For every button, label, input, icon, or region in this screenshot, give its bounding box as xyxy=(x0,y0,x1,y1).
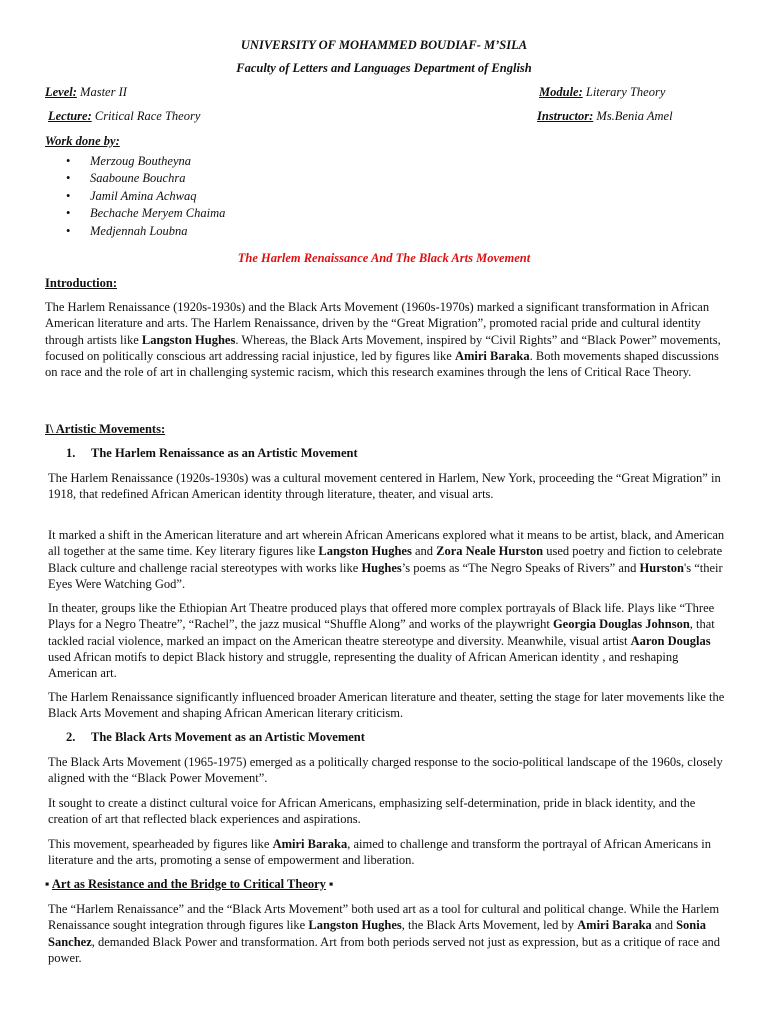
bold-name: Sonia Sanchez xyxy=(48,918,706,949)
list-number: 1. xyxy=(66,446,76,460)
bold-name: Langston Hughes xyxy=(318,544,412,559)
university-name: UNIVERSITY OF MOHAMMED BOUDIAF- M’SILA xyxy=(240,38,528,52)
text-run: , the Black Arts Movement, led by xyxy=(401,918,578,933)
text-run: used poetry and fiction to celebrate Black culture and challenge racial stereotypes with works like xyxy=(48,544,723,575)
square-bullet-icon: ▪ xyxy=(329,877,334,891)
black-arts-paragraph-3 xyxy=(48,836,729,869)
module-line xyxy=(539,85,665,100)
module-label: Module: xyxy=(539,85,583,99)
list-item: • Saaboune Bouchra xyxy=(66,171,225,188)
lecture-value: Critical Race Theory xyxy=(91,109,201,123)
bold-name: Langston Hughes xyxy=(308,918,402,933)
text-run: used African motifs to depict Black history and struggle, representing the duality of African American identity , and reshaping American art. xyxy=(48,649,679,681)
list-item: • Medjennah Loubna xyxy=(66,224,225,241)
bold-name: Aaron Douglas xyxy=(630,633,711,648)
bold-name: Georgia Douglas Johnson xyxy=(552,617,690,632)
resistance-paragraph xyxy=(48,901,729,966)
text-run: , that tackled racial violence, marked an impact on the American theatre stereotype and diversity. Meanwhile, visual artist xyxy=(48,617,715,648)
bold-name: Zora Neale Hurston xyxy=(436,544,544,559)
intro-paragraph xyxy=(45,299,729,380)
lecture-line xyxy=(48,109,200,124)
work-done-by xyxy=(45,134,120,149)
text-run: , aimed to challenge and transform the portrayal of African Americans in literature and the arts, promoting a sense of empowerment and liberation. xyxy=(48,837,712,868)
instructor-label: Instructor: xyxy=(537,109,594,123)
bold-name: Langston Hughes xyxy=(141,332,236,347)
text-run: In theater, groups like the Ethiopian Art Theatre produced plays that offered more complex portrayals of Black life. Plays like “Three Plays for a Negro Theatre”, “Rachel”, the jazz musical “Shuffle Along” and works of the playwright xyxy=(48,601,715,632)
text-run: ’s poems as “The Negro Speaks of Rivers” and xyxy=(401,560,640,575)
section-heading-artistic-movements: I\ Artistic Movements: xyxy=(45,422,166,436)
intro-heading: Introduction: xyxy=(45,276,118,290)
text-run: , demanded Black Power and transformation. Art from both periods served not just as expression, but as a critique of race and power. xyxy=(48,934,721,965)
text-run: The “Harlem Renaissance” and the “Black Arts Movement” both used art as a tool for cultural and political change. While the Harlem Renaissance sought integration through figures like xyxy=(48,902,720,933)
text-run: 's “their Eyes Were Watching God”. xyxy=(48,560,723,591)
work-done-label: Work done by: xyxy=(45,134,120,148)
subheading-text: The Harlem Renaissance as an Artistic Movement xyxy=(91,446,358,460)
instructor-line xyxy=(537,109,673,124)
harlem-paragraph-2 xyxy=(48,527,729,592)
harlem-paragraph-4: The Harlem Renaissance significantly influenced broader American literature and theater, setting the stage for later movements like the Black Arts Movement and shaping African American literary criticism. xyxy=(48,690,725,721)
faculty-name: Faculty of Letters and Languages Department of English xyxy=(236,61,532,75)
level-label: Level: xyxy=(45,85,77,99)
bold-name: Amiri Baraka xyxy=(454,348,530,363)
module-value: Literary Theory xyxy=(582,85,666,99)
text-run: . Both movements shaped discussions on race and the role of art in challenging systemic racism, which this research examines through the lens of Critical Race Theory. xyxy=(45,348,719,380)
text-run: and xyxy=(651,918,677,933)
author-list xyxy=(66,154,225,241)
bold-name: Amiri Baraka xyxy=(272,837,348,851)
subsection-heading-resistance xyxy=(45,877,333,892)
text-run: This movement, spearheaded by figures like xyxy=(48,837,273,851)
harlem-paragraph-3 xyxy=(48,600,729,681)
subheading-harlem xyxy=(66,446,358,461)
subheading-text: The Black Arts Movement as an Artistic Movement xyxy=(91,730,365,744)
lecture-label: Lecture: xyxy=(48,109,92,123)
subsection-heading-text: Art as Resistance and the Bridge to Critical Theory xyxy=(51,877,326,891)
text-run: The Harlem Renaissance (1920s-1930s) and the Black Arts Movement (1960s-1970s) marked a significant transformation in African American literature and arts. The Harlem Renaissance, driven by the “Great Migration”, promoted racial pride and cultural identity through artists like xyxy=(45,300,710,347)
list-item: • Jamil Amina Achwaq xyxy=(66,189,225,206)
bold-name: Hughes xyxy=(361,560,402,575)
list-item: • Merzoug Boutheyna xyxy=(66,154,225,171)
text-run: It marked a shift in the American literature and art wherein African Americans explored what it means to be artist, black, and American all together at the same time. Key literary figures like xyxy=(48,528,725,559)
level-value: Master II xyxy=(76,85,127,99)
black-arts-paragraph-1: The Black Arts Movement (1965-1975) emerged as a politically charged response to the socio-political landscape of the 1960s, closely aligned with the “Black Power Movement”. xyxy=(48,755,723,786)
instructor-value: Ms.Benia Amel xyxy=(593,109,673,123)
text-run: and xyxy=(411,544,437,559)
document-title: The Harlem Renaissance And The Black Arts Movement xyxy=(237,251,531,265)
text-run: . Whereas, the Black Arts Movement, inspired by “Civil Rights” and “Black Power” movements, focused on politically conscious art addressing racial injustice, led by figures like xyxy=(45,332,721,363)
black-arts-paragraph-2: It sought to create a distinct cultural voice for African Americans, emphasizing self-determination, pride in black identity, and the creation of art that reflected black experiences and aspirations. xyxy=(48,796,696,827)
list-item: • Bechache Meryem Chaima xyxy=(66,206,225,223)
square-bullet-icon: ▪ xyxy=(45,877,50,891)
harlem-paragraph-1: The Harlem Renaissance (1920s-1930s) was a cultural movement centered in Harlem, New York, proceeding the “Great Migration” in 1918, that redefined African American identity through literature, theater, and visual arts. xyxy=(48,471,721,502)
bold-name: Hurston xyxy=(639,560,684,575)
list-number: 2. xyxy=(66,730,76,744)
bold-name: Amiri Baraka xyxy=(577,918,652,933)
subheading-black-arts xyxy=(66,730,365,745)
level-line xyxy=(45,85,127,100)
